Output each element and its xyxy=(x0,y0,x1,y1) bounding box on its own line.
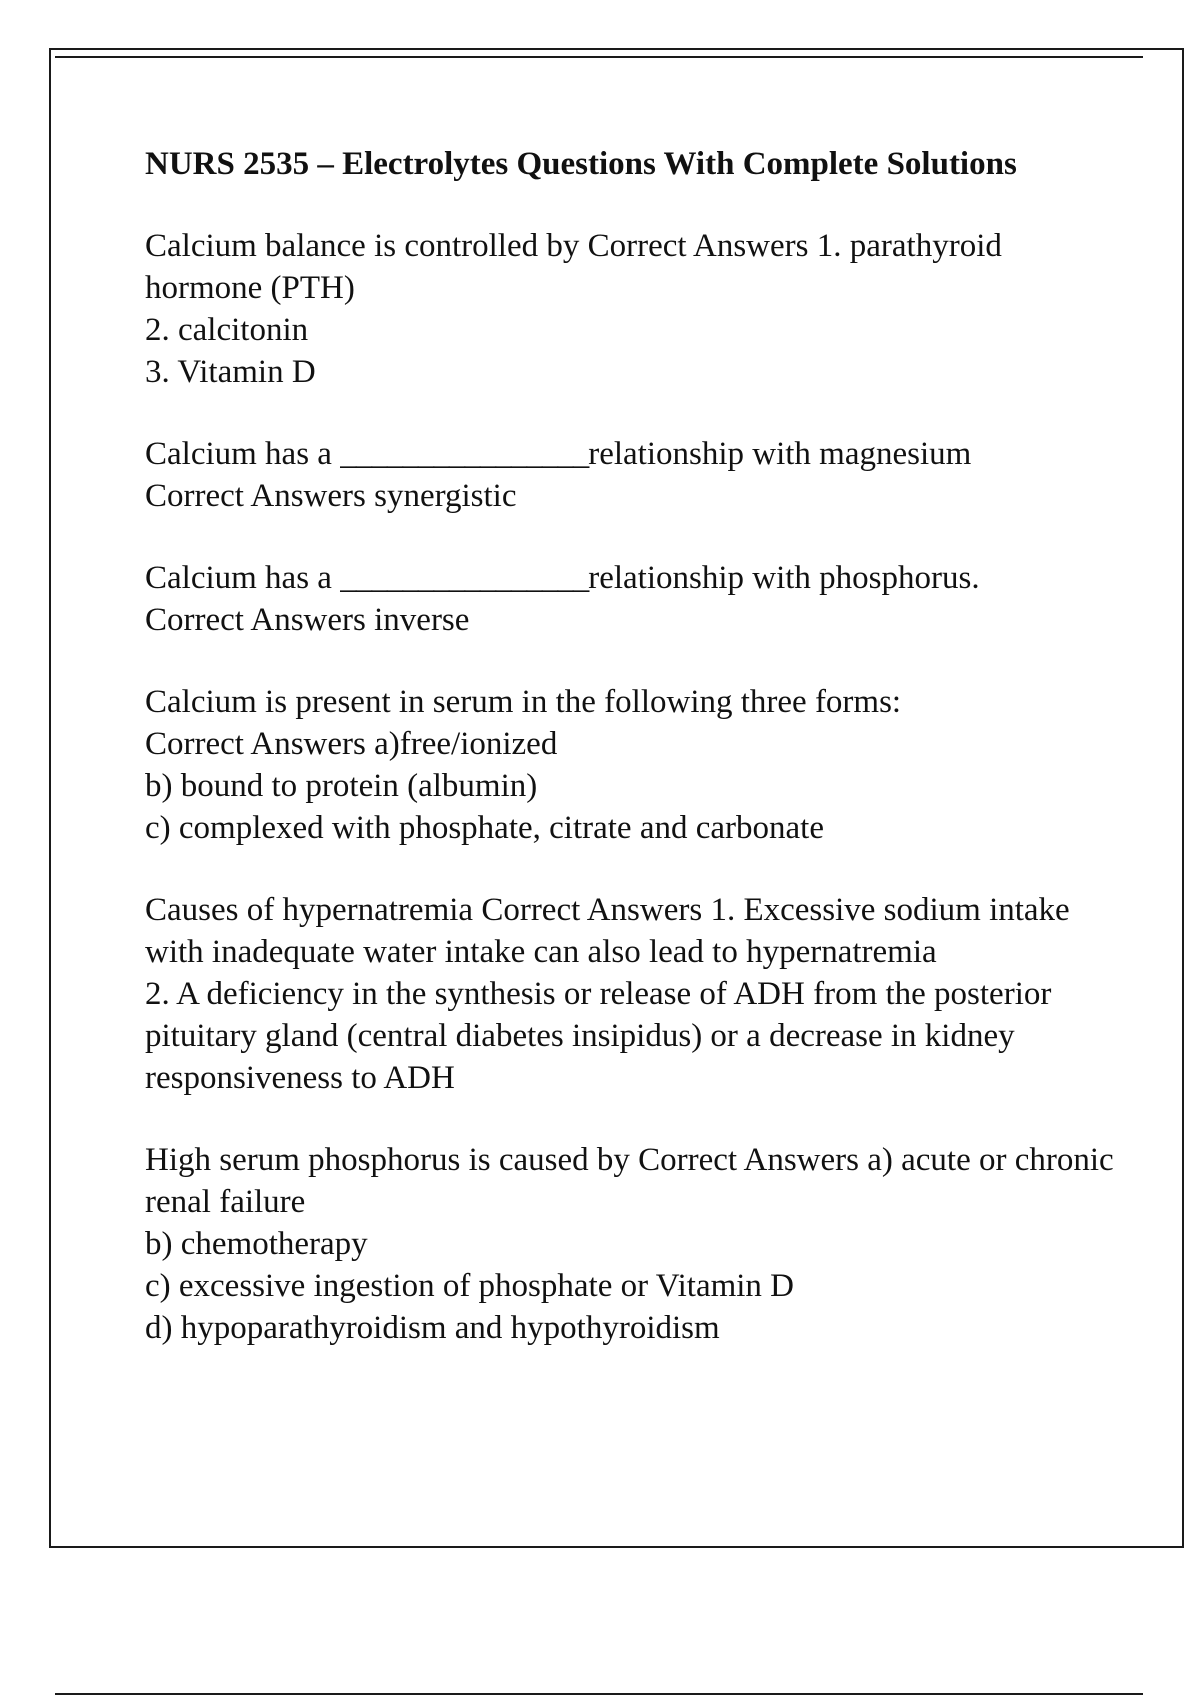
question-text: relationship with phosphorus. xyxy=(588,560,980,596)
document-title: NURS 2535 – Electrolytes Questions With Complete Solutions xyxy=(145,146,1017,182)
answer-label: Correct Answers xyxy=(587,228,817,264)
question-text: Calcium has a xyxy=(145,560,341,596)
qa-text xyxy=(145,681,1125,765)
answer-line: 3. Vitamin D xyxy=(145,354,316,390)
answer-label: Correct Answers xyxy=(145,478,375,514)
fill-in-blank: ________________ xyxy=(340,560,589,596)
qa-item-calcium-forms xyxy=(145,681,1125,849)
qa-item-calcium-balance xyxy=(145,225,1125,393)
document-body xyxy=(145,143,1125,1389)
answer-text: 1. parathyroid hormone (PTH) xyxy=(145,228,1002,306)
question-text: High serum phosphorus is caused by xyxy=(145,1142,639,1178)
answer-label: Correct Answers xyxy=(481,892,711,928)
answer-line: 2. calcitonin xyxy=(145,312,309,348)
answer-label: Correct Answers xyxy=(145,726,375,762)
answer-label: Correct Answers xyxy=(638,1142,868,1178)
qa-text xyxy=(145,433,1125,517)
question-text: relationship with magnesium xyxy=(588,436,972,472)
qa-item-calcium-magnesium xyxy=(145,433,1125,517)
answer-line: b) bound to protein (albumin) xyxy=(145,768,538,804)
question-text: Calcium is present in serum in the following three forms: xyxy=(145,684,902,720)
answer-text: a) acute or chronic renal failure xyxy=(145,1142,1114,1220)
answer-line: c) excessive ingestion of phosphate or Vitamin D xyxy=(145,1268,795,1304)
bottom-rule xyxy=(55,1693,1143,1695)
qa-text xyxy=(145,225,1125,309)
answer-line: b) chemotherapy xyxy=(145,1226,368,1262)
answer-text: inverse xyxy=(374,602,470,638)
qa-item-hypernatremia xyxy=(145,889,1125,1099)
question-text: Causes of hypernatremia xyxy=(145,892,482,928)
question-text: Calcium has a xyxy=(145,436,341,472)
qa-text xyxy=(145,557,1125,641)
qa-text xyxy=(145,889,1125,973)
answer-text: a)free/ionized xyxy=(374,726,558,762)
qa-text xyxy=(145,1139,1125,1223)
qa-item-high-phosphorus xyxy=(145,1139,1125,1349)
answer-line: 2. A deficiency in the synthesis or release of ADH from the posterior pituitary gland (central diabetes insipidus) or a decrease in kidney responsiveness to ADH xyxy=(145,976,1052,1096)
qa-item-calcium-phosphorus xyxy=(145,557,1125,641)
answer-line: d) hypoparathyroidism and hypothyroidism xyxy=(145,1310,720,1346)
answer-text: synergistic xyxy=(374,478,517,514)
answer-text: 1. Excessive sodium intake with inadequate water intake can also lead to hypernatremia xyxy=(145,892,1070,970)
question-text: Calcium balance is controlled by xyxy=(145,228,588,264)
fill-in-blank: ________________ xyxy=(340,436,589,472)
answer-label: Correct Answers xyxy=(145,602,375,638)
answer-line: c) complexed with phosphate, citrate and carbonate xyxy=(145,810,824,846)
